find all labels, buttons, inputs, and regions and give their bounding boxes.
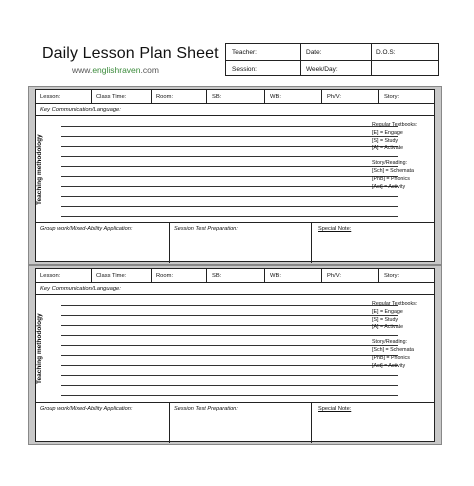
sb-label: SB:	[212, 273, 222, 279]
lesson-block-1	[28, 86, 442, 265]
group-work-label: Group work/Mixed-Ability Application:	[40, 406, 133, 412]
row-separator	[91, 90, 92, 103]
header-divider-2	[371, 44, 372, 75]
writing-line	[61, 395, 398, 396]
regular-textbooks-heading: Regular Textbooks:	[372, 301, 418, 307]
special-note-label: Special Note:	[318, 226, 352, 232]
date-label: Date:	[306, 49, 322, 56]
writing-line	[61, 375, 398, 376]
row-separator	[311, 403, 312, 443]
study-key: [S] = Study	[372, 316, 399, 323]
writing-line	[61, 136, 398, 137]
bottom-notes-row	[36, 223, 434, 263]
writing-line	[61, 216, 398, 217]
row-separator	[321, 90, 322, 103]
row-separator	[378, 269, 379, 282]
dos-label: D.O.S:	[376, 49, 396, 56]
writing-line	[61, 166, 398, 167]
row-separator	[311, 223, 312, 263]
special-note-label: Special Note:	[318, 406, 352, 412]
writing-line	[61, 335, 398, 336]
ph-v-label: Ph/V:	[327, 94, 341, 100]
row-separator	[151, 90, 152, 103]
row-separator	[206, 269, 207, 282]
row-separator	[321, 269, 322, 282]
header-divider-1	[300, 44, 301, 75]
writing-line	[61, 345, 398, 346]
teaching-methodology-label: Teaching methodology	[36, 134, 43, 205]
row-separator	[378, 90, 379, 103]
study-key: [S] = Study	[372, 137, 399, 144]
story-reading-heading: Story/Reading:	[372, 160, 408, 167]
writing-line	[61, 176, 398, 177]
writing-line	[61, 206, 398, 207]
methodology-key-list	[372, 122, 432, 191]
session-test-label: Session Test Preparation:	[174, 406, 238, 412]
lesson-block-1-inner	[35, 89, 435, 262]
week-day-label: Week/Day:	[306, 66, 338, 73]
lesson-info-row	[36, 90, 434, 104]
engage-key: [E] = Engage	[372, 308, 403, 315]
room-label: Room:	[156, 94, 174, 100]
writing-line	[61, 305, 398, 306]
class-time-label: Class Time:	[96, 94, 127, 100]
writing-line	[61, 315, 398, 316]
key-spacer	[372, 332, 432, 339]
writing-line	[61, 196, 398, 197]
regular-textbooks-heading: Regular Textbooks:	[372, 122, 418, 128]
room-label: Room:	[156, 273, 174, 279]
header-divider-horizontal	[226, 60, 438, 61]
key-communication-row	[36, 283, 434, 295]
writing-line	[61, 146, 398, 147]
row-separator	[91, 269, 92, 282]
ph-v-label: Ph/V:	[327, 273, 341, 279]
row-separator	[151, 269, 152, 282]
activate-key: [A] = Activate	[372, 324, 404, 331]
phonics-key: [PhB] = Phonics	[372, 354, 410, 361]
story-label: Story:	[384, 94, 400, 100]
page-title: Daily Lesson Plan Sheet	[42, 45, 219, 62]
group-work-label: Group work/Mixed-Ability Application:	[40, 226, 133, 232]
key-communication-row	[36, 104, 434, 116]
activity-key: [Act] = Activity	[372, 362, 406, 369]
writing-line	[61, 156, 398, 157]
row-separator	[264, 90, 265, 103]
lesson-label: Lesson:	[40, 94, 61, 100]
lesson-block-2	[28, 265, 442, 445]
teacher-label: Teacher:	[232, 49, 257, 56]
writing-line	[61, 355, 398, 356]
bottom-notes-row	[36, 403, 434, 443]
lesson-label: Lesson:	[40, 273, 61, 279]
website-suffix: .com	[140, 65, 159, 75]
activity-key: [Act] = Activity	[372, 183, 406, 190]
schemata-key: [Sch] = Schemata	[372, 346, 414, 353]
writing-line	[61, 126, 398, 127]
website-name: englishraven	[92, 65, 141, 75]
wb-label: WB:	[270, 273, 281, 279]
key-communication-label: Key Communication/Language:	[40, 107, 121, 113]
story-label: Story:	[384, 273, 400, 279]
methodology-key-list	[372, 301, 432, 370]
writing-line	[61, 385, 398, 386]
writing-line	[61, 365, 398, 366]
class-time-label: Class Time:	[96, 273, 127, 279]
session-test-label: Session Test Preparation:	[174, 226, 238, 232]
key-spacer	[372, 153, 432, 160]
teaching-methodology-label: Teaching methodology	[36, 313, 43, 385]
story-reading-heading: Story/Reading:	[372, 339, 408, 346]
website-url[interactable]	[72, 65, 159, 75]
schemata-key: [Sch] = Schemata	[372, 167, 414, 174]
writing-line	[61, 325, 398, 326]
lesson-block-2-inner	[35, 268, 435, 442]
key-communication-label: Key Communication/Language:	[40, 286, 121, 292]
row-separator	[206, 90, 207, 103]
writing-line	[61, 186, 398, 187]
row-separator	[169, 223, 170, 263]
wb-label: WB:	[270, 94, 281, 100]
website-prefix: www.	[72, 65, 93, 75]
row-separator	[264, 269, 265, 282]
engage-key: [E] = Engage	[372, 129, 403, 136]
activate-key: [A] = Activate	[372, 145, 404, 152]
row-separator	[169, 403, 170, 443]
session-label: Session:	[232, 66, 257, 73]
header-info-box	[225, 43, 439, 76]
teaching-methodology-area	[36, 116, 434, 223]
sb-label: SB:	[212, 94, 222, 100]
teaching-methodology-area	[36, 295, 434, 403]
lesson-info-row	[36, 269, 434, 283]
phonics-key: [PhB] = Phonics	[372, 175, 410, 182]
